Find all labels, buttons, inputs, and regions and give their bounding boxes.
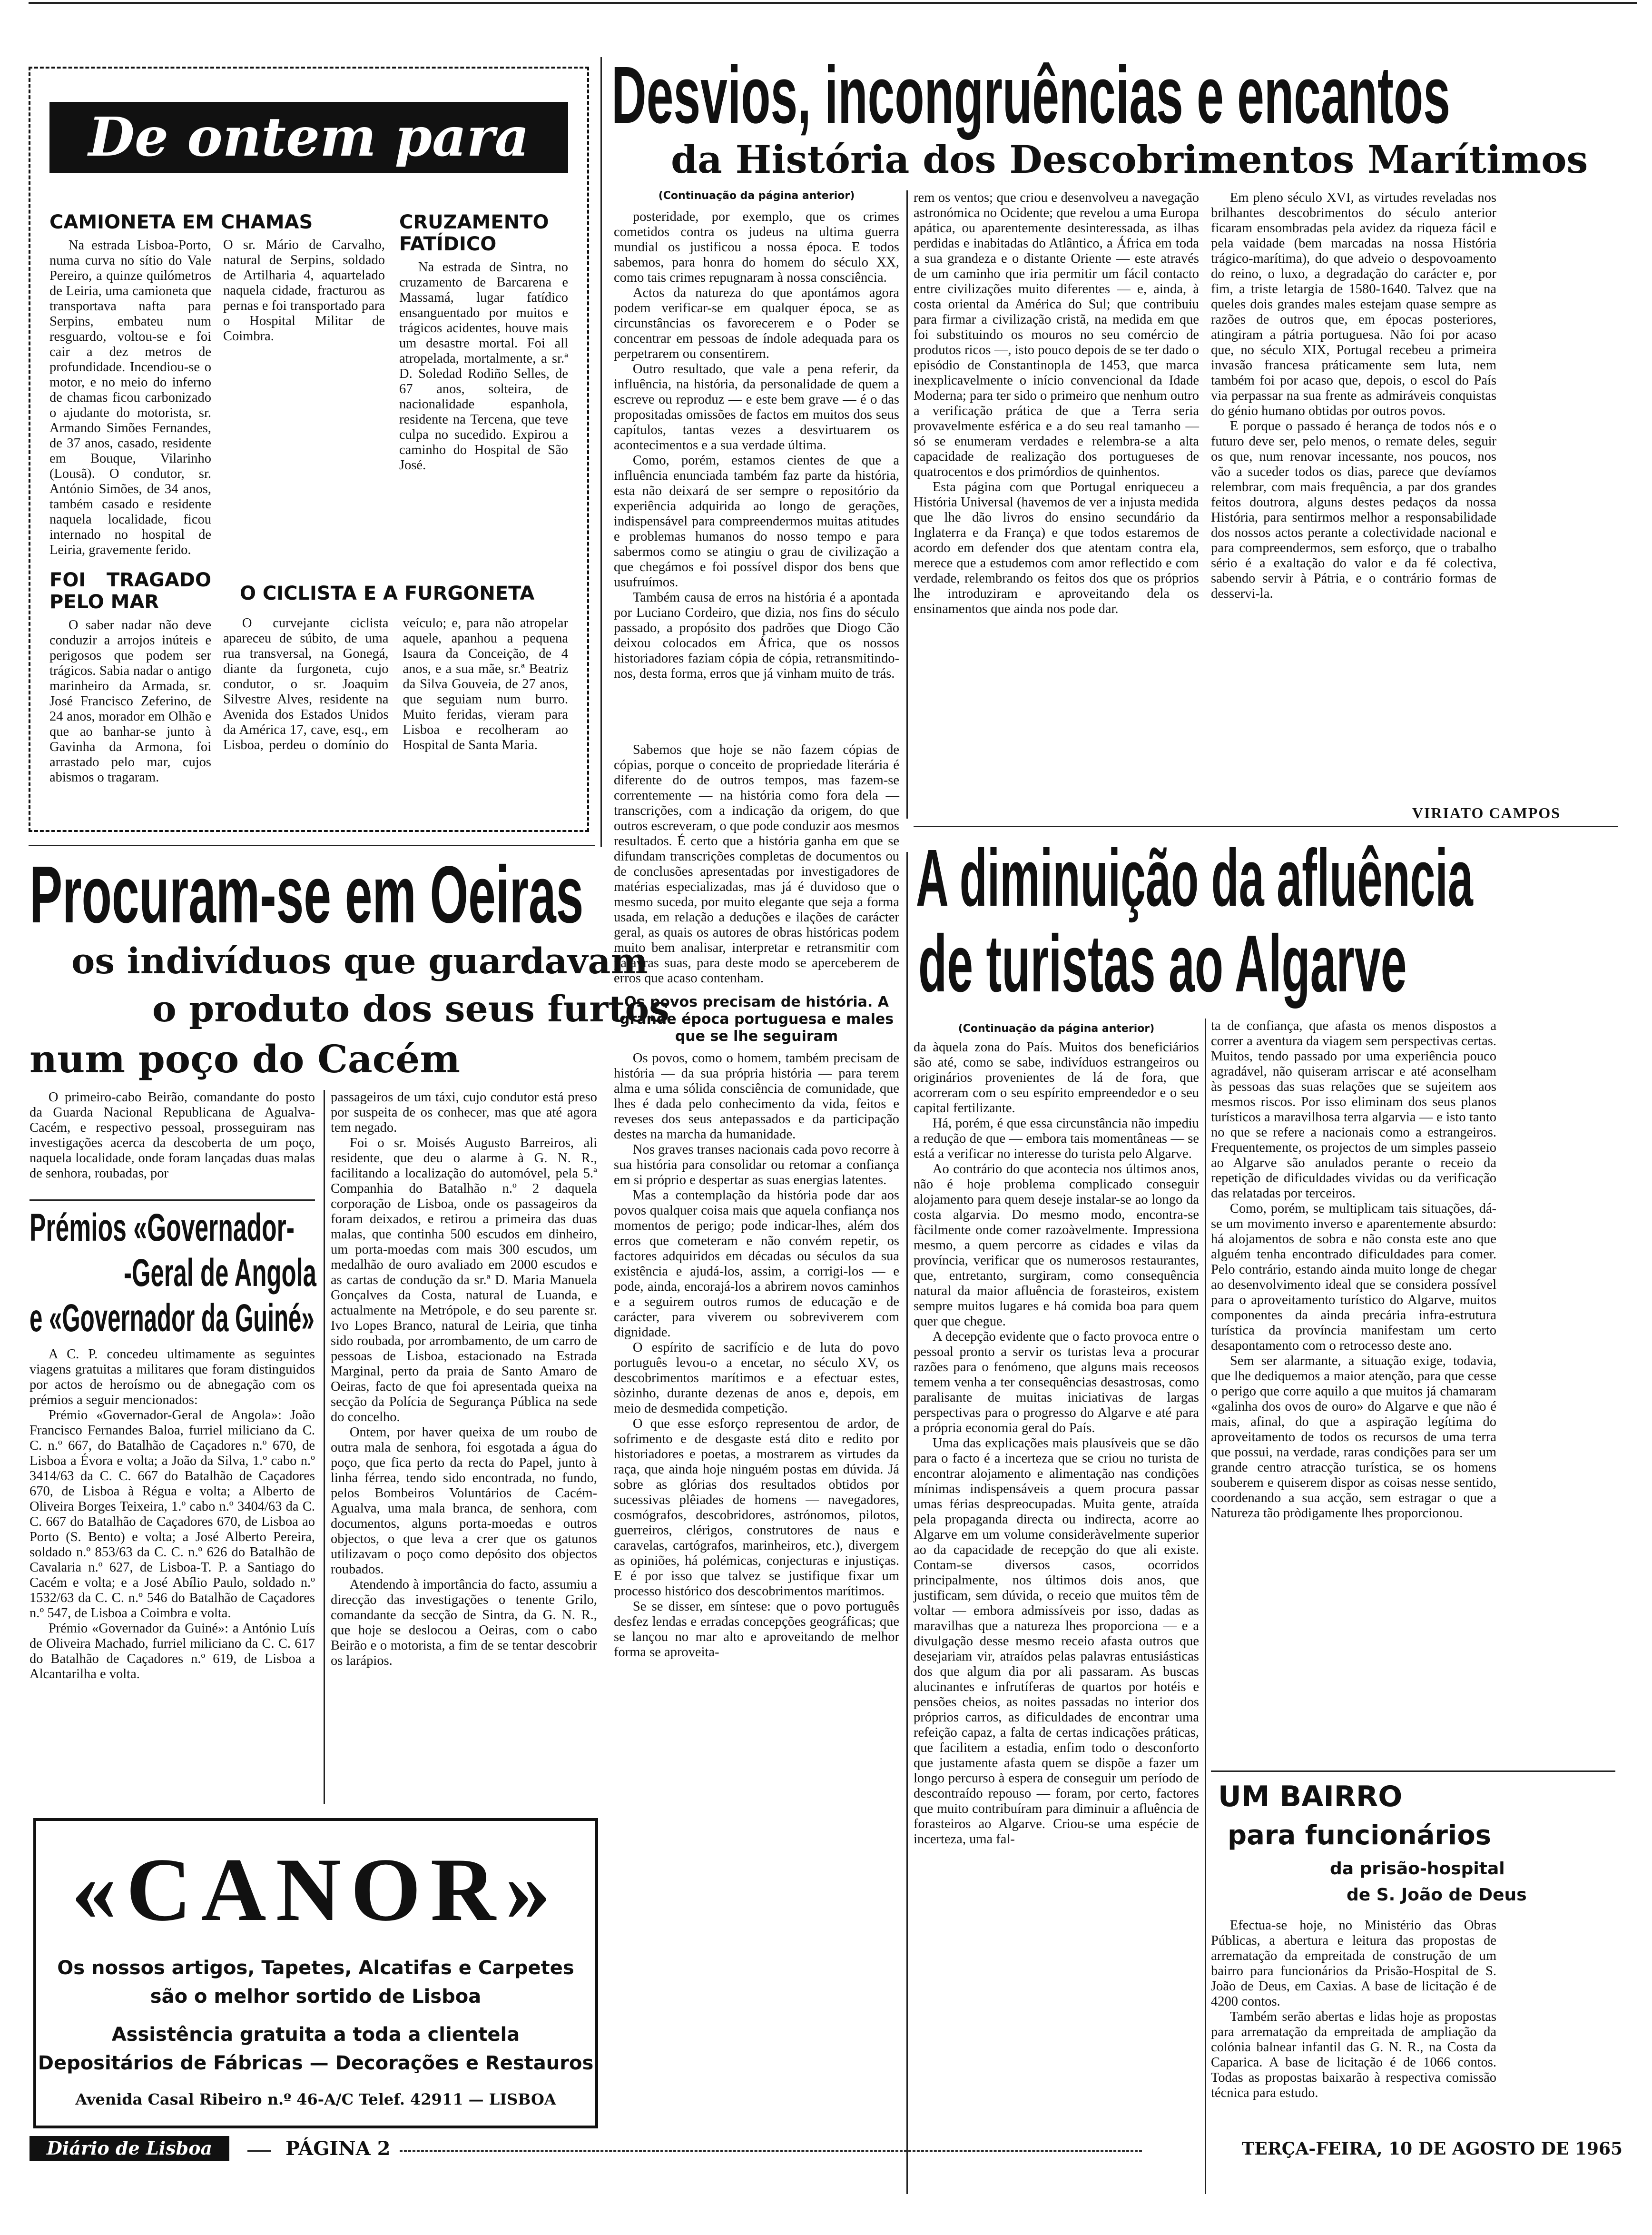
main-c1-p1: posteridade, por exemplo, que os crimes cometidos contra os judeus na ultima guerra mundial os justificou a nossa época. E todos sabemos, para honra do homem do século XX, como tais crimes repugnaram à nossa consciência. — [614, 209, 899, 285]
oeiras-col-2 — [331, 1090, 597, 1804]
algarve-col-1 — [914, 1040, 1199, 2196]
main-col-2 — [914, 190, 1199, 823]
main-c3-p1: Em pleno século XVI, as virtudes reveladas nos brilhantes descobrimentos do século anterior ficaram ensombradas pela avidez da riqueza fácil e pela vaidade (bem marcadas na nossa História trágico-marítima), do que adveio o despovoamento do reino, o luxo, a degradação do carácter e, por fim, a triste letargia de 1580-1640. Talvez que na queles dois grandes males estejam quase sempre as razões de outros que, em épocas posteriores, atingiram a pátria portuguesa. Não foi por acaso que, no século XIX, Portugal recebeu a primeira invasão francesa práticamente sem luta, nem também foi por acaso que, depois, o escol do País via perpassar na sua frente as admiráveis conquistas do génio humano obtidas por outros povos. — [1211, 190, 1496, 418]
main-c4-p2: Os povos, como o homem, também precisam de história — da sua própria história — para terem alma e uma sólida consciência de comunidade, que lhes é dada pelo conhecimento da vida, feitos e reveses dos seus antepassados e da participação destes na marcha da humanidade. — [614, 1051, 899, 1142]
oeiras-c2-p1: passageiros de um táxi, cujo condutor está preso por suspeita de os conhecer, mas que até agora tem negado. — [331, 1090, 597, 1135]
vrule-oeiras — [324, 1090, 325, 1804]
bairro-p1: Efectua-se hoje, no Ministério das Obras Públicas, a abertura e leitura das propostas de arrematação da empreitada de construção de um bairro para funcionários da Prisão-Hospital de S. João de Deus, em Caxias. A base de licitação é de 4200 contos. — [1211, 1918, 1496, 2009]
bairro-p2: Também serão abertas e lidas hoje as propostas para arrematação da empreitada de ampliação da colónia balnear infantil das G. N. R., na Costa da Caparica. A base de licitação é de 1066 contos. Todas as propostas baixarão à respectiva comissão técnica para estudo. — [1211, 2009, 1496, 2100]
main-c3-p2: E porque o passado é herança de todos nós e o futuro deve ser, pelo menos, o remate deles, seguir os que, num renovar incessante, nos poucos, nos vão a suceder todos os dias, parece que devíamos relembrar, com mais frequência, a par dos grandes feitos doutrora, alguns destes pedaços da nossa História, para sentirmos melhor a responsabilidade dos nossos actos perante a colectividade nacional e para compreendermos, sem esforço, que o trabalho sério é a exaltação do valor e da fé colectiva, sabendo servir à Pátria, e o contrário formas de desservi-la. — [1211, 419, 1496, 601]
main-c4-p5: O espírito de sacrifício e de luta do povo português levou-o a encetar, no século XV, os descobrimentos marítimos e a efectuar estes, sòzinho, durante dezenas de anos e, depois, em meio de desmedida competição. — [614, 1340, 899, 1416]
premios-p2: Prémio «Governador-Geral de Angola»: João Francisco Fernandes Baloa, furriel miliciano da C. C. n.º 667, do Batalhão de Caçadores n.º 670, de Lisboa a Évora e volta; a João da Silva, 1.º cabo n.º 3414/63 da C. C. 667 do Batalhão de Caçadores 670, de Lisboa à Régua e volta; a Alberto de Oliveira Borges Teixeira, 1.º cabo n.º 3404/63 da C. C. 667 do Batalhão de Caçadores 670, de Lisboa ao Porto (S. Bento) e volta; a José Alberto Pereira, soldado n.º 853/63 da C. C. n.º 626 do Batalhão de Cavalaria n.º 627, de Lisboa-T. P. a Santiago do Cacém e volta; e a José Abílio Paulo, soldado n.º 1532/63 da C. C. n.º 546 do Batalhão de Caçadores n.º 547, de Lisboa a Coimbra e volta. — [30, 1408, 315, 1621]
main-c4-p6: O que esse esforço representou de ardor, de sofrimento e de desgaste está dito e redito por historiadores e poetas, a mostrarem as virtudes da raça, que ainda hoje ninguém postas em dúvida. Já sobre as glórias dos resultados obtidos por sucessivas plêiades de homens — navegadores, cosmógrafos, descobridores, astrónomos, pilotos, guerreiros, clérigos, construtores de naus e caravelas, cartógrafos, marinheiros, etc.), divergem as opiniões, há polémicas, conjecturas e injustiças. E é por isso que talvez se justifique fixar um processo histórico dos descobrimentos marítimos. — [614, 1416, 899, 1599]
vrule-main-1 — [906, 190, 908, 819]
oeiras-c1-p1: O primeiro-cabo Beirão, comandante do posto da Guarda Nacional Republicana de Agualva-Cacém, e respectivo pessoal, prosseguiram nas investigações acerca da descoberta de um poço, naquela localidade, onde foram lançadas duas malas de senhora, roubadas, por — [30, 1090, 315, 1181]
canor-name: «CANOR» — [71, 1840, 560, 1940]
box-head-cruzamento: CRUZAMENTO FATÍDICO — [399, 211, 549, 255]
algarve-title-2: de turistas ao Algarve — [918, 919, 1407, 1009]
de-ontem-box — [29, 67, 589, 832]
bairro-top-rule — [1211, 1770, 1615, 1772]
box-title: De ontem para hoje — [88, 106, 530, 240]
oeiras-col-1 — [30, 1090, 315, 1185]
box-text-ciclista-p: O curvejante ciclista apareceu de súbito, de uma rua transversal, na Gonegá, diante da furgoneta, cujo condutor, o sr. Joaquim Silvestre Alves, residente na Avenida dos Estados Unidos da América 17, cave, esq., em Lisboa, perdeu o domínio do veículo; e, para não atropelar aquele, apanhou a pequena Isaura da Conceição, de 4 anos, e a sua mãe, sr.ª Beatriz da Silva Gouveia, de 27 anos, que seguiam num burro. Muito feridas, vieram para Lisboa e recolheram ao Hospital de Santa Maria. — [223, 616, 568, 752]
algarve-c2-p2: Como, porém, se multiplicam tais situações, dá-se um movimento inverso e aparentemente absurdo: há alojamentos de sobra e não consta este ano que alguém tenha encontrado dificuldades para comer. Pelo contrário, estando ainda muito longe de chegar ao desenvolvimento ideal que se considera possível para o aproveitamento turístico do Algarve, muitos componentes da ainda precária infra-estrutura turística da província manifestam um certo desapontamento com o retrocesso deste ano. — [1211, 1201, 1496, 1353]
algarve-c1-p5: Uma das explicações mais plausíveis que se dão para o facto é a incerteza que se criou no turista de encontrar alojamento e alimentação nas condições mínimas indispensáveis a quem procura passar umas férias despreocupadas. Muita gente, atraída pela propaganda directa ou indirecta, acorre ao Algarve em um volume consideràvelmente superior ao da capacidade de recepção do que ali existe. Contam-se diversos casos, ocorridos principalmente, nos últimos dois anos, que justificam, sem dúvida, o receio que muitos têm de voltar — embora admissíveis por isso, dadas as maravilhas que a natureza lhes proporciona — e a divulgação desse mesmo receio afasta outros que desejariam vir, atraídos pelas palavras entusiásticas dos que algum dia por ali passaram. As buscas alucinantes e infrutíferas de quartos por hotéis e pensões cheios, as noites passadas no interior dos próprios carros, as dificuldades de encontrar uma refeição capaz, a falta de certas indicações práticas, que facilitem a estadia, enfim todo o desconforto que justamente afasta quem se dispõe a fazer um longo percurso à espera de conseguir um período de descontraído repouso — foram, por certo, factores que muito contribuíram para diminuir a afluência de forasteiros ao Algarve. Criou-se uma espécie de incerteza, uma fal- — [914, 1436, 1199, 1847]
box-text-cruzamento: Na estrada de Sintra, no cruzamento de Barcarena e Massamá, lugar fatídico ensanguentado por muitos e trágicos acidentes, houve mais um desastre mortal. Foi all atropelada, mortalmente, a sr.ª D. Soledad Rodiño Selles, de 67 anos, solteira, de nacionalidade espanhola, residente na Tercena, que teve culpa no sucedido. Expirou a caminho do Hospital de São José. — [399, 260, 568, 473]
algarve-title-1: A diminuição da afluência — [916, 833, 1473, 923]
canor-line-4: Depositários de Fábricas — Decorações e Restauros — [38, 2052, 594, 2074]
box-text-tragado: O saber nadar não deve conduzir a arrojos inúteis e perigosos que podem ser trágicos. Sabia nadar o antigo marinheiro da Armada, sr. José Francisco Zeferino, de 24 anos, morador em Olhão e que ao banhar-se junto à Gavinha da Armona, foi arrastado pelo mar, cujos abismos o tragaram. — [49, 618, 211, 785]
box-head-camioneta: CAMIONETA EM CHAMAS — [49, 211, 313, 233]
canor-ad — [33, 1818, 598, 2128]
oeiras-c2-p3: Ontem, por haver queixa de um roubo de outra mala de senhora, foi esgotada a água do poço, que fica perto da recta do Papel, junto à linha férrea, tendo sido encontrada, no fundo, pelos Bombeiros Voluntários de Cacém-Agualva, uma mala branca, de senhora, com documentos, alguns porta-moedas e outros objectos, o que leva a crer que os gatunos utilizavam o poço como depósito dos objectos roubados. — [331, 1425, 597, 1577]
main-c4-p4: Mas a contemplação da história pode dar aos povos qualquer coisa mais que aquela confiança nos momentos de perigo; pode indicar-lhes, além dos erros que cometeram e não convém repetir, os factores adquiridos em décadas ou séculos da sua existência e ajudá-los, assim, a corrigi-los — e pode, ainda, encorajá-los a abrirem novos caminhos e a seguirem outros rumos de educação e de carácter, para viverem ou sobreviverem com dignidade. — [614, 1188, 899, 1340]
algarve-c1-p4: A decepção evidente que o facto provoca entre o pessoal pronto a servir os turistas leva a procurar razões para o fenómeno, que alguns mais receosos temem venha a ter consequências desastrosas, como paralisante de muitas iniciativas de largas perspectivas para o progresso do Algarve e até para a própria economia geral do País. — [914, 1329, 1199, 1435]
box-col-right — [399, 211, 568, 573]
premios-p1: A C. P. concedeu ultimamente as seguintes viagens gratuitas a militares que foram distinguidos por actos de heroísmo ou de abnegação com os prémios a seguir mencionados: — [30, 1347, 315, 1407]
main-col-4 — [614, 742, 899, 2194]
oeiras-title-3: o produto dos seus furtos — [152, 988, 669, 1030]
footer-date: TERÇA-FEIRA, 10 DE AGOSTO DE 1965 — [1241, 2139, 1622, 2159]
oeiras-title-1: Procuram-se em Oeiras — [30, 850, 584, 940]
premios-text — [30, 1347, 315, 1799]
algarve-continuation: (Continuação da página anterior) — [958, 1023, 1155, 1035]
premios-top-rule — [30, 1199, 315, 1201]
canor-line-5: Avenida Casal Ribeiro n.º 46-A/C Telef. 42911 — LISBOA — [75, 2090, 556, 2108]
box-text-carvalho: O sr. Mário de Carvalho, natural de Serpins, soldado de Artilharia 4, aquartelado naquela cidade, fracturou as pernas e foi transportado para o Hospital Militar de Coimbra. — [223, 237, 385, 344]
footer-rule-left — [247, 2150, 271, 2152]
main-c1-p4: Como, porém, estamos cientes de que a influência enunciada também faz parte da história, esta não deixará de ser sempre o repositório da experiência adquirida ao longo de gerações, indispensável para compreendermos muitas atitudes e problemas humanos do nosso tempo e para sabermos como se atingiu o grau de civilização a que chegámos e foi possível dispor dos bens que usufruímos. — [614, 453, 899, 590]
main-col-3 — [1211, 190, 1496, 785]
top-rule — [29, 2, 1637, 4]
footer-page: PÁGINA 2 — [285, 2137, 391, 2160]
main-c4-p7: Se se disser, em síntese: que o povo português desfez lendas e erradas concepções geográficas; que se lançou no mar alto e aproveitando de melhor forma se aproveita- — [614, 1599, 899, 1660]
oeiras-c2-p4: Atendendo à importância do facto, assumiu a direcção das investigações o tenente Grilo, comandante da secção de Sintra, da G. N. R., que hoje se deslocou a Oeiras, com o cabo Beirão e o motorista, a fim de se tentar descobrir os larápios. — [331, 1577, 597, 1668]
bairro-sub-2: da prisão-hospital — [1330, 1859, 1505, 1879]
main-title: Desvios, incongruências e encantos — [611, 50, 1450, 140]
main-c1-p2: Actos da natureza do que apontámos agora podem verificar-se em qualquer época, se as circunstâncias os favorecerem e o Poder se concentrar em pessoas de índole adequada para os perpetrarem ou consentirem. — [614, 286, 899, 361]
bairro-sub-3: de S. João de Deus — [1347, 1885, 1527, 1905]
box-text-ciclista — [223, 616, 568, 821]
algarve-c2-p1: ta de confiança, que afasta os menos dispostos a correr a aventura da viagem sem perspectivas certas. Muitos, tendo passado por uma experiência pouco agradável, não quiseram arriscar e até aconselham às pessoas das suas relações que se sujeitem aos mesmos riscos. Por isso eliminam dos seus planos turísticos a maravilhosa terra algarvia — e isto tanto no que se refere a nacionais como a estrangeiros. Frequentemente, os projectos de um simples passeio ao Algarve são anulados perante o receio da repetição de dificuldades vividas ou da verificação das relatadas por terceiros. — [1211, 1019, 1496, 1201]
algarve-c2-p3: Sem ser alarmante, a situação exige, todavia, que lhe dediquemos a maior atenção, para que cesse o perigo que corre aquilo a que muitos já chamaram «galinha dos ovos de ouro» do Algarve e que não é mais, afinal, do que a aspiração legítima do aproveitamento de todos os recursos de uma terra que possui, na verdade, raras condições para ser um grande centro atracção turística, se os homens souberem e quiserem dispor as coisas nesse sentido, coordenando a sua acção, sem estragar o que a Natureza tão pròdigamente lhes proporcionou. — [1211, 1354, 1496, 1521]
canor-line-1: Os nossos artigos, Tapetes, Alcatifas e Carpetes — [57, 1957, 574, 1979]
main-subtitle: da História dos Descobrimentos Marítimos — [671, 137, 1588, 182]
algarve-top-rule — [914, 826, 1618, 827]
vrule-main-left — [600, 57, 602, 847]
premios-p3: Prémio «Governador da Guiné»: a António Luís de Oliveira Machado, furriel miliciano da C. C. 617 do Batalhão de Caçadores n.º 619, de Lisboa a Alcantarilha e volta. — [30, 1621, 315, 1681]
main-c2-p1: rem os ventos; que criou e desenvolveu a navegação astronómica no Ocidente; que revelou a uma Europa apática, ou aparentemente desinteressada, as ilhas perdidas e inabitadas do Atlântico, a África em toda a sua grandeza e o distante Oriente — este através de um caminho que iria permitir um fácil contacto entre civilizações muito diferentes — e, ainda, à costa oriental da América do Sul; que contribuiu para firmar a civilização cristã, na medida em que foi substituindo os mouros no seu comércio de produtos ricos —, isto pouco depois de se ter dado o episódio de Constantinopla de 1453, que marca inexplicavelmente o início convencional da Idade Moderna; para ter sido o primeiro que nenhum outro a verificação prática de que a Terra seria provavelmente esférica e a do seu real tamanho — só se enumeram verdades e relembra-se a alta capacidade de realização dos portugueses de quatrocentos e dos primórdios de quinhentos. — [914, 190, 1199, 479]
main-c1-p5: Também causa de erros na história é a apontada por Luciano Cordeiro, que dizia, nos fins do século passado, a propósito dos padrões que Diogo Cão deixou colocados em África, que os nossos historiadores faziam cópia de cópia, retransmitindo-nos, desta forma, erros que já vinham muito de trás. — [614, 590, 899, 681]
algarve-c1-p1: da àquela zona do País. Muitos dos beneficiários são até, como se sabe, indivíduos estrangeiros ou originários provenientes de lá de fora, que acorreram com o seu espírito empreendedor e o seu capital fertilizante. — [914, 1040, 1199, 1116]
vrule-algarve — [1205, 1019, 1206, 2194]
main-c2-p2: Esta página com que Portugal enriqueceu a História Universal (havemos de ver a injusta medida que lhe dão livros do ensino secundário da Inglaterra e da França) e que todos estaremos de acordo em defender dos que atentam contra ela, merece que a estudemos com amor reflectido e com verdade, relembrando os feitos dos que os próprios lhe introduziram e aproveitando dela os ensinamentos que ainda nos pode dar. — [914, 480, 1199, 616]
oeiras-title-2: os indivíduos que guardavam — [71, 941, 648, 982]
box-head-tragado: FOI TRAGADO PELO MAR — [49, 569, 211, 613]
algarve-col-2 — [1211, 1019, 1496, 1766]
oeiras-c2-p2: Foi o sr. Moisés Augusto Barreiros, ali residente, que deu o alarme à G. N. R., facilitando a localização do automóvel, pela 5.ª Companhia do Batalhão n.º 2 daquela corporação de Lisboa, onde os passageiros da foram deixados, e retirou a primeira das duas malas, que continha 500 escudos em dinheiro, um porta-moedas com mais 300 escudos, um medalhão de ouro avaliado em 2000 escudos e as cartas de condução da sr.ª D. Maria Manuela Gonçalves da Costa, natural de Luanda, e actualmente na Metrópole, e do seu parente sr. Ivo Lopes Branco, natural de Leiria, que tinha sido roubada, por arrombamento, de um carro de pessoas de Lisboa, estacionado na Estrada Marginal, perto da praia de Santo Amaro de Oeiras, facto de que foi apresentada queixa na secção da Polícia de Segurança Pública na sede do concelho. — [331, 1136, 597, 1424]
premios-title-3: e «Governador da Guiné» — [30, 1296, 315, 1340]
box-col-mid — [223, 237, 385, 571]
box-head-ciclista: O CICLISTA E A FURGONETA — [240, 583, 535, 604]
main-c1-p3: Outro resultado, que vale a pena referir, da influência, na história, da personalidade de quem a escreve ou reproduz — e este bem grave — é o das propositadas omissões de factos em muitos dos seus capítulos, tantas vezes a desvirtuarem os acontecimentos e a sua verdade última. — [614, 362, 899, 453]
premios-title-2: -Geral de Angola — [124, 1251, 316, 1295]
bairro-title: UM BAIRRO — [1218, 1780, 1403, 1813]
canor-line-3: Assistência gratuita a toda a clientela — [111, 2024, 520, 2046]
main-subhead: Os povos precisam de história. A grande época portuguesa e males que se lhe seguiram — [619, 994, 894, 1045]
main-continuation: (Continuação da página anterior) — [658, 190, 855, 202]
main-col-1 — [614, 209, 899, 733]
oeiras-title-4: num poço do Cacém — [30, 1037, 460, 1081]
main-c4-p3: Nos graves transes nacionais cada povo recorre à sua história para consolidar ou retomar a confiança em si próprio e despertar as suas energias latentes. — [614, 1142, 899, 1187]
main-signature: VIRIATO CAMPOS — [1412, 804, 1561, 821]
footer-rule-mid — [400, 2150, 1142, 2152]
box-text-camioneta: Na estrada Lisboa-Porto, numa curva no sítio do Vale Pereiro, a quinze quilómetros de Leiria, uma camioneta que transportava nafta para Serpins, embateu num resguardo, voltou-se e foi cair a dez metros de profundidade. Incendiou-se o motor, e no meio do inferno de chamas ficou carbonizado o ajudante do motorista, sr. Armando Simões Fernandes, de 37 anos, casado, residente em Bouque, Vilarinho (Lousã). O condutor, sr. António Simões, de 34 anos, também casado e residente naquela localidade, ficou internado no hospital de Leiria, gravemente ferido. — [49, 238, 211, 557]
vrule-main-2 — [906, 852, 908, 2194]
bairro-sub-1: para funcionários — [1228, 1820, 1492, 1851]
main-c4-p1: Sabemos que hoje se não fazem cópias de cópias, porque o conceito de propriedade literária é diferente do de outros tempos, mas fazem-se correntemente — na história como fora dela — transcrições, com a indicação da origem, do que outros escreveram, o que pode conduzir aos mesmos resultados. É certo que a história ganha em que se difundam transcrições completas de documentos ou de conclusões apresentadas por investigadores de matérias especializadas, mas já é duvidoso que o mesmo suceda, por muito elegante que seja a forma usada, em relação a deduções e ilações de carácter geral, as quais os autores de obras históricas podem muito bem analisar, interpretar e retransmitir com palavras suas, para deste modo se aperceberem de erros que acaso contenham. — [614, 742, 899, 986]
canor-line-2: são o melhor sortido de Lisboa — [150, 1986, 482, 2008]
algarve-c1-p3: Ao contrário do que acontecia nos últimos anos, não é hoje problema complicado conseguir alojamento para quem deseje instalar-se ao longo da costa algarvia. Do mesmo modo, encontra-se fàcilmente onde comer razoàvelmente. Impressiona mesmo, a quem percorre as cidades e vilas da província, verificar que os numerosos restaurantes, que, entretanto, surgiram, como consequência natural da maior afluência de forasteiros, existem sempre muitos lugares e há comida boa para quem quer que chegue. — [914, 1162, 1199, 1329]
premios-title-1: Prémios «Governador- — [30, 1206, 295, 1249]
footer-paper-name: Diário de Lisboa — [30, 2136, 229, 2161]
oeiras-top-rule — [29, 845, 595, 846]
algarve-c1-p2: Há, porém, é que essa circunstância não impediu a redução de que — embora tais momentâneas — se está a verificar no interesse do turista pelo Algarve. — [914, 1116, 1199, 1161]
